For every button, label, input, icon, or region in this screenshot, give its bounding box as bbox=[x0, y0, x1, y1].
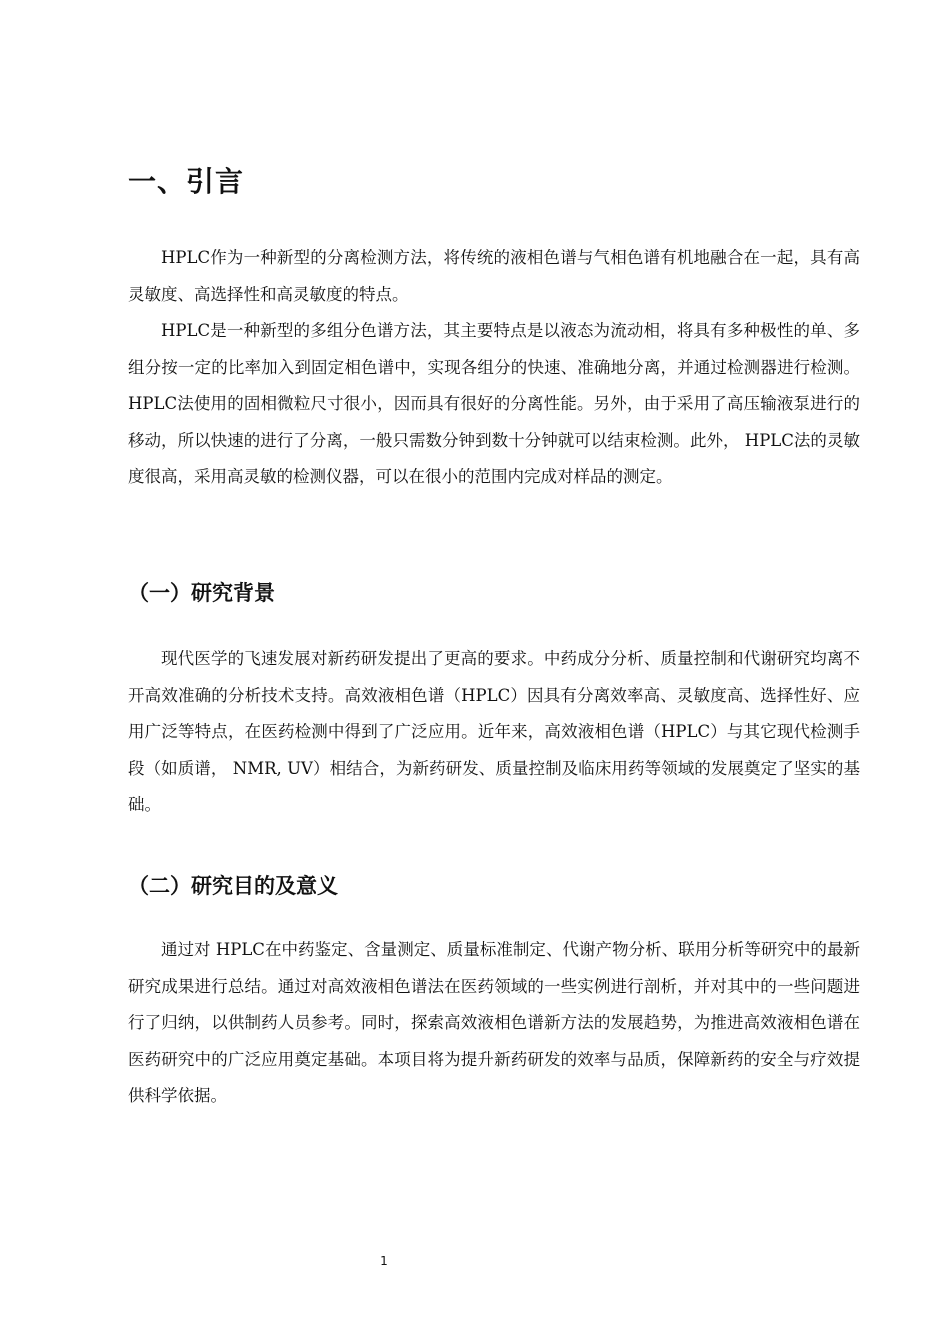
section-heading-purpose: （二）研究目的及意义 bbox=[128, 874, 338, 898]
purpose-paragraph: 通过对 HPLC在中药鉴定、含量测定、质量标准制定、代谢产物分析、联用分析等研究中的最新研究成果进行总结。通过对高效液相色谱法在医药领域的一些实例进行剖析，并对其中的一些问题进行了归纳，以供制药人员参考。同时，探索高效液相色谱新方法的发展趋势，为推进高效液相色谱在医药研究中的广泛应用奠定基础。本项目将为提升新药研发的效率与品质，保障新药的安全与疗效提供科学依据。 bbox=[128, 940, 860, 1105]
chapter-heading: 一、引言 bbox=[128, 165, 245, 198]
intro-paragraph-1: HPLC作为一种新型的分离检测方法，将传统的液相色谱与气相色谱有机地融合在一起，具有高灵敏度、高选择性和高灵敏度的特点。 bbox=[128, 248, 860, 304]
page-number: 1 bbox=[380, 1254, 388, 1268]
section-heading-background: （一）研究背景 bbox=[128, 581, 275, 605]
intro-paragraph-2: HPLC是一种新型的多组分色谱方法，其主要特点是以液态为流动相，将具有多种极性的单、多组分按一定的比率加入到固定相色谱中，实现各组分的快速、准确地分离，并通过检测器进行检测。HPLC法使用的固相微粒尺寸很小，因而具有很好的分离性能。另外，由于采用了高压输液泵进行的移动，所以快速的进行了分离，一般只需数分钟到数十分钟就可以结束检测。此外， HPLC法的灵敏度很高，采用高灵敏的检测仪器，可以在很小的范围内完成对样品的测定。 bbox=[128, 321, 860, 486]
background-paragraph: 现代医学的飞速发展对新药研发提出了更高的要求。中药成分分析、质量控制和代谢研究均离不开高效准确的分析技术支持。高效液相色谱（HPLC）因具有分离效率高、灵敏度高、选择性好、应用广泛等特点，在医药检测中得到了广泛应用。近年来，高效液相色谱（HPLC）与其它现代检测手段（如质谱， NMR, UV）相结合，为新药研发、质量控制及临床用药等领域的发展奠定了坚实的基础。 bbox=[128, 649, 860, 814]
